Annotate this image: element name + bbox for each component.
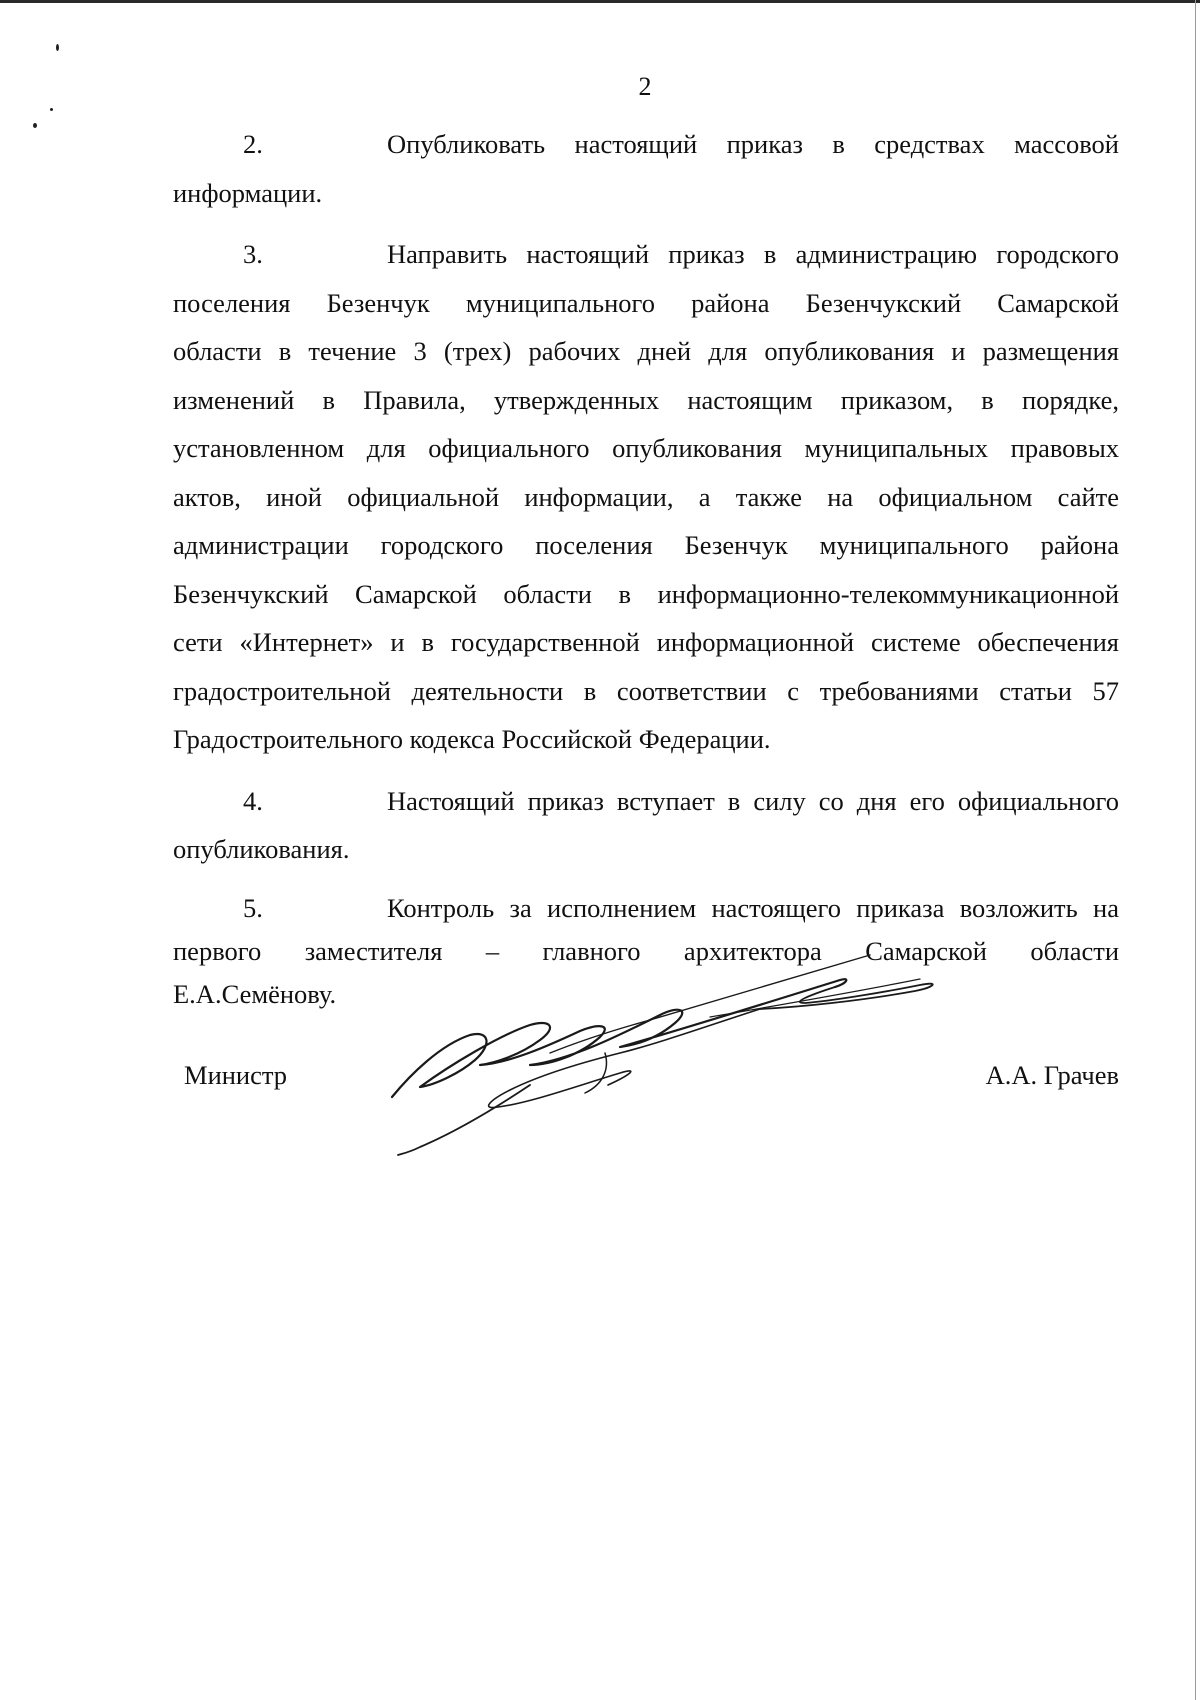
paragraph-line: Безенчукский Самарской области в информационно-телекоммуникационной [173, 578, 1119, 609]
paragraph-number: 5. [243, 892, 263, 923]
paragraph-line: информации. [173, 177, 323, 208]
paragraph-line: актов, иной официальной информации, а также на официальном сайте [173, 481, 1119, 512]
signatory-title: Министр [184, 1060, 288, 1090]
paragraph-3 [173, 230, 1119, 764]
paragraph-number: 2. [243, 129, 263, 159]
scan-speck [50, 108, 53, 111]
scan-border-top [0, 0, 1200, 3]
paragraph-number: 3. [243, 239, 263, 269]
scan-speck [56, 44, 59, 51]
page-number: 2 [638, 72, 652, 101]
paragraph-line: сети «Интернет» и в государственной информационной системе обеспечения [173, 627, 1119, 657]
paragraph-line: 3. Направить настоящий приказ в администрацию городского [173, 230, 1119, 279]
paragraph-2 [173, 120, 1119, 217]
paragraph-line: градостроительной деятельности в соответствии с требованиями статьи 57 [173, 675, 1119, 706]
paragraph-4 [173, 777, 1119, 874]
paragraph-line: изменений в Правила, утвержденных настоящим приказом, в порядке, [173, 384, 1119, 415]
scan-speck [33, 123, 37, 128]
paragraph-line: Е.А.Семёнову. [173, 978, 337, 1009]
paragraph-line: Градостроительного кодекса Российской Федерации. [173, 724, 771, 754]
paragraph-line: области в течение 3 (трех) рабочих дней для опубликования и размещения [173, 336, 1119, 366]
paragraph-line: установленном для официального опубликования муниципальных правовых [173, 433, 1119, 463]
paragraph-line: опубликования. [173, 834, 350, 864]
scan-border-right [1195, 0, 1196, 1700]
paragraph-line: 5. Контроль за исполнением настоящего приказа возложить на [173, 887, 1119, 930]
paragraph-line: поселения Безенчук муниципального района Безенчукский Самарской [173, 287, 1119, 318]
paragraph-line: администрации городского поселения Безенчук муниципального района [173, 530, 1119, 560]
paragraph-line: 2. Опубликовать настоящий приказ в средствах массовой [173, 120, 1119, 169]
paragraph-line: 4. Настоящий приказ вступает в силу со дня его официального [173, 777, 1119, 826]
handwritten-signature [380, 935, 960, 1170]
paragraph-number: 4. [243, 785, 263, 816]
signatory-name: А.А. Грачев [985, 1060, 1119, 1090]
document-body [173, 120, 1119, 1029]
paragraph-line: первого заместителя – главного архитектора Самарской области [173, 935, 1119, 966]
